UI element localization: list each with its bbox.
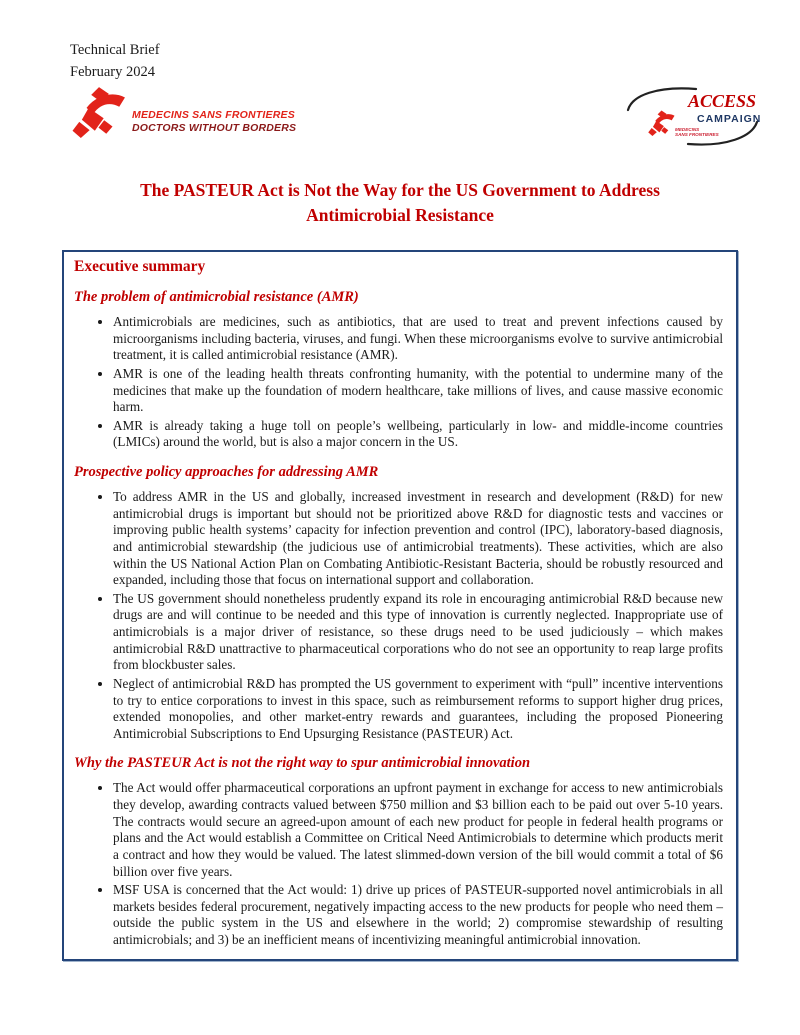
bullet-item: • To address AMR in the US and globally, increased investment in research and development (R&D) for new antimicrobial drugs is important but should not be prioritized above R&D for diagnostic tests and vaccines or improving public health systems’ capacity for infection prevention and control (IPC), laboratory-based diagnosis, and antimicrobial stewardship (the judicious use of antimicrobial treatments). These activities, which are also within the US National Action Plan on Combating Antibiotic-Resistant Bacteria, should be robustly resourced and expanded, including those that focus on international support and collaboration. — [113, 489, 723, 589]
section-heading: Prospective policy approaches for addressing AMR — [74, 464, 379, 480]
bullet-list — [74, 780, 723, 948]
doc-date-label: February 2024 — [70, 63, 155, 80]
executive-summary-box — [62, 250, 738, 961]
section-heading: Why the PASTEUR Act is not the right way to spur antimicrobial innovation — [74, 755, 531, 772]
bullet-item: • AMR is one of the leading health threats confronting humanity, with the potential to undermine many of the medicines that make up the foundation of modern healthcare, take millions of lives, and cause massive economic harm. — [113, 366, 723, 416]
msf-logo-text — [132, 109, 296, 138]
access-title-text: ACCESS — [688, 91, 757, 111]
bullet-item: • Antimicrobials are medicines, such as antibiotics, that are used to treat and prevent infections caused by microorganisms including bacteria, viruses, and fungi. When these microorganisms evolve to survive antimicrobial treatment, it is called antimicrobial resistance (AMR). — [113, 314, 723, 364]
executive-summary-heading: Executive summary — [74, 258, 206, 275]
access-org-line1: MEDECINS — [675, 127, 700, 132]
access-msf-figure-icon — [648, 111, 674, 136]
access-org-line2: SANS FRONTIERES — [675, 132, 719, 137]
bullet-item: • AMR is already taking a huge toll on people’s wellbeing, particularly in low- and middle-income countries (LMICs) around the world, but is also a major concern in the US. — [113, 418, 723, 451]
access-arc-top-icon — [628, 88, 696, 110]
access-subtitle-text: CAMPAIGN — [697, 113, 762, 125]
msf-logo — [72, 86, 296, 138]
msf-name-french: MEDECINS SANS FRONTIERES — [132, 108, 295, 121]
bullet-item: • Neglect of antimicrobial R&D has prompted the US government to experiment with “pull” incentive interventions to try to entice corporations to invest in this space, such as reimbursement reforms to support higher drug prices, extended monopolies, and other market-entry rewards and guarantees, including the proposed Pioneering Antimicrobial Subscriptions to End Upsurging Resistance (PASTEUR) Act. — [113, 676, 723, 743]
bullet-item: • The Act would offer pharmaceutical corporations an upfront payment in exchange for access to new antimicrobials they develop, awarding contracts valued between $750 million and $3 billion each to be paid out over 5-10 years. The contracts would secure an agreed-upon amount of each new product for people in federal health programs or plans and the Act would establish a Committee on Critical Need Antimicrobials to determine which products merit a contract and how they would be valued. The latest slimmed-down version of the bill would commit a total of $6 billion over five years. — [113, 780, 723, 880]
document-meta — [70, 40, 160, 84]
bullet-item: • The US government should nonetheless prudently expand its role in encouraging antimicrobial R&D because new drugs are and will continue to be needed and this type of innovation is currently neglected. Inappropriate use of antimicrobials is a major driver of resistance, so these drugs need to be used judiciously – which makes antimicrobial R&D unattractive to pharmaceutical corporations who do not see an opportunity to reap large profits from blockbuster sales. — [113, 591, 723, 674]
summary-section-amr-problem — [74, 289, 723, 451]
msf-figure-icon — [72, 86, 126, 138]
bullet-item: • MSF USA is concerned that the Act would: 1) drive up prices of PASTEUR-supported novel antimicrobials in all markets besides federal procurement, negatively impacting access to the new products for people who need them – outside the public system in the US and elsewhere in the world; 2) compromise stewardship of resulting antimicrobials; and 3) be an inefficient means of incentivizing meaningful antimicrobial innovation. — [113, 882, 723, 949]
access-campaign-logo — [618, 82, 768, 152]
summary-section-policy-approaches — [74, 464, 723, 742]
bullet-list — [74, 314, 723, 451]
summary-section-why-not-pasteur — [74, 755, 723, 948]
section-heading: The problem of antimicrobial resistance (AMR) — [74, 289, 359, 305]
doc-type-label: Technical Brief — [70, 42, 160, 58]
document-title: The PASTEUR Act is Not the Way for the US Government to Address Antimicrobial Resistance — [140, 179, 660, 226]
msf-name-english: DOCTORS WITHOUT BORDERS — [132, 121, 297, 134]
bullet-list — [74, 489, 723, 742]
